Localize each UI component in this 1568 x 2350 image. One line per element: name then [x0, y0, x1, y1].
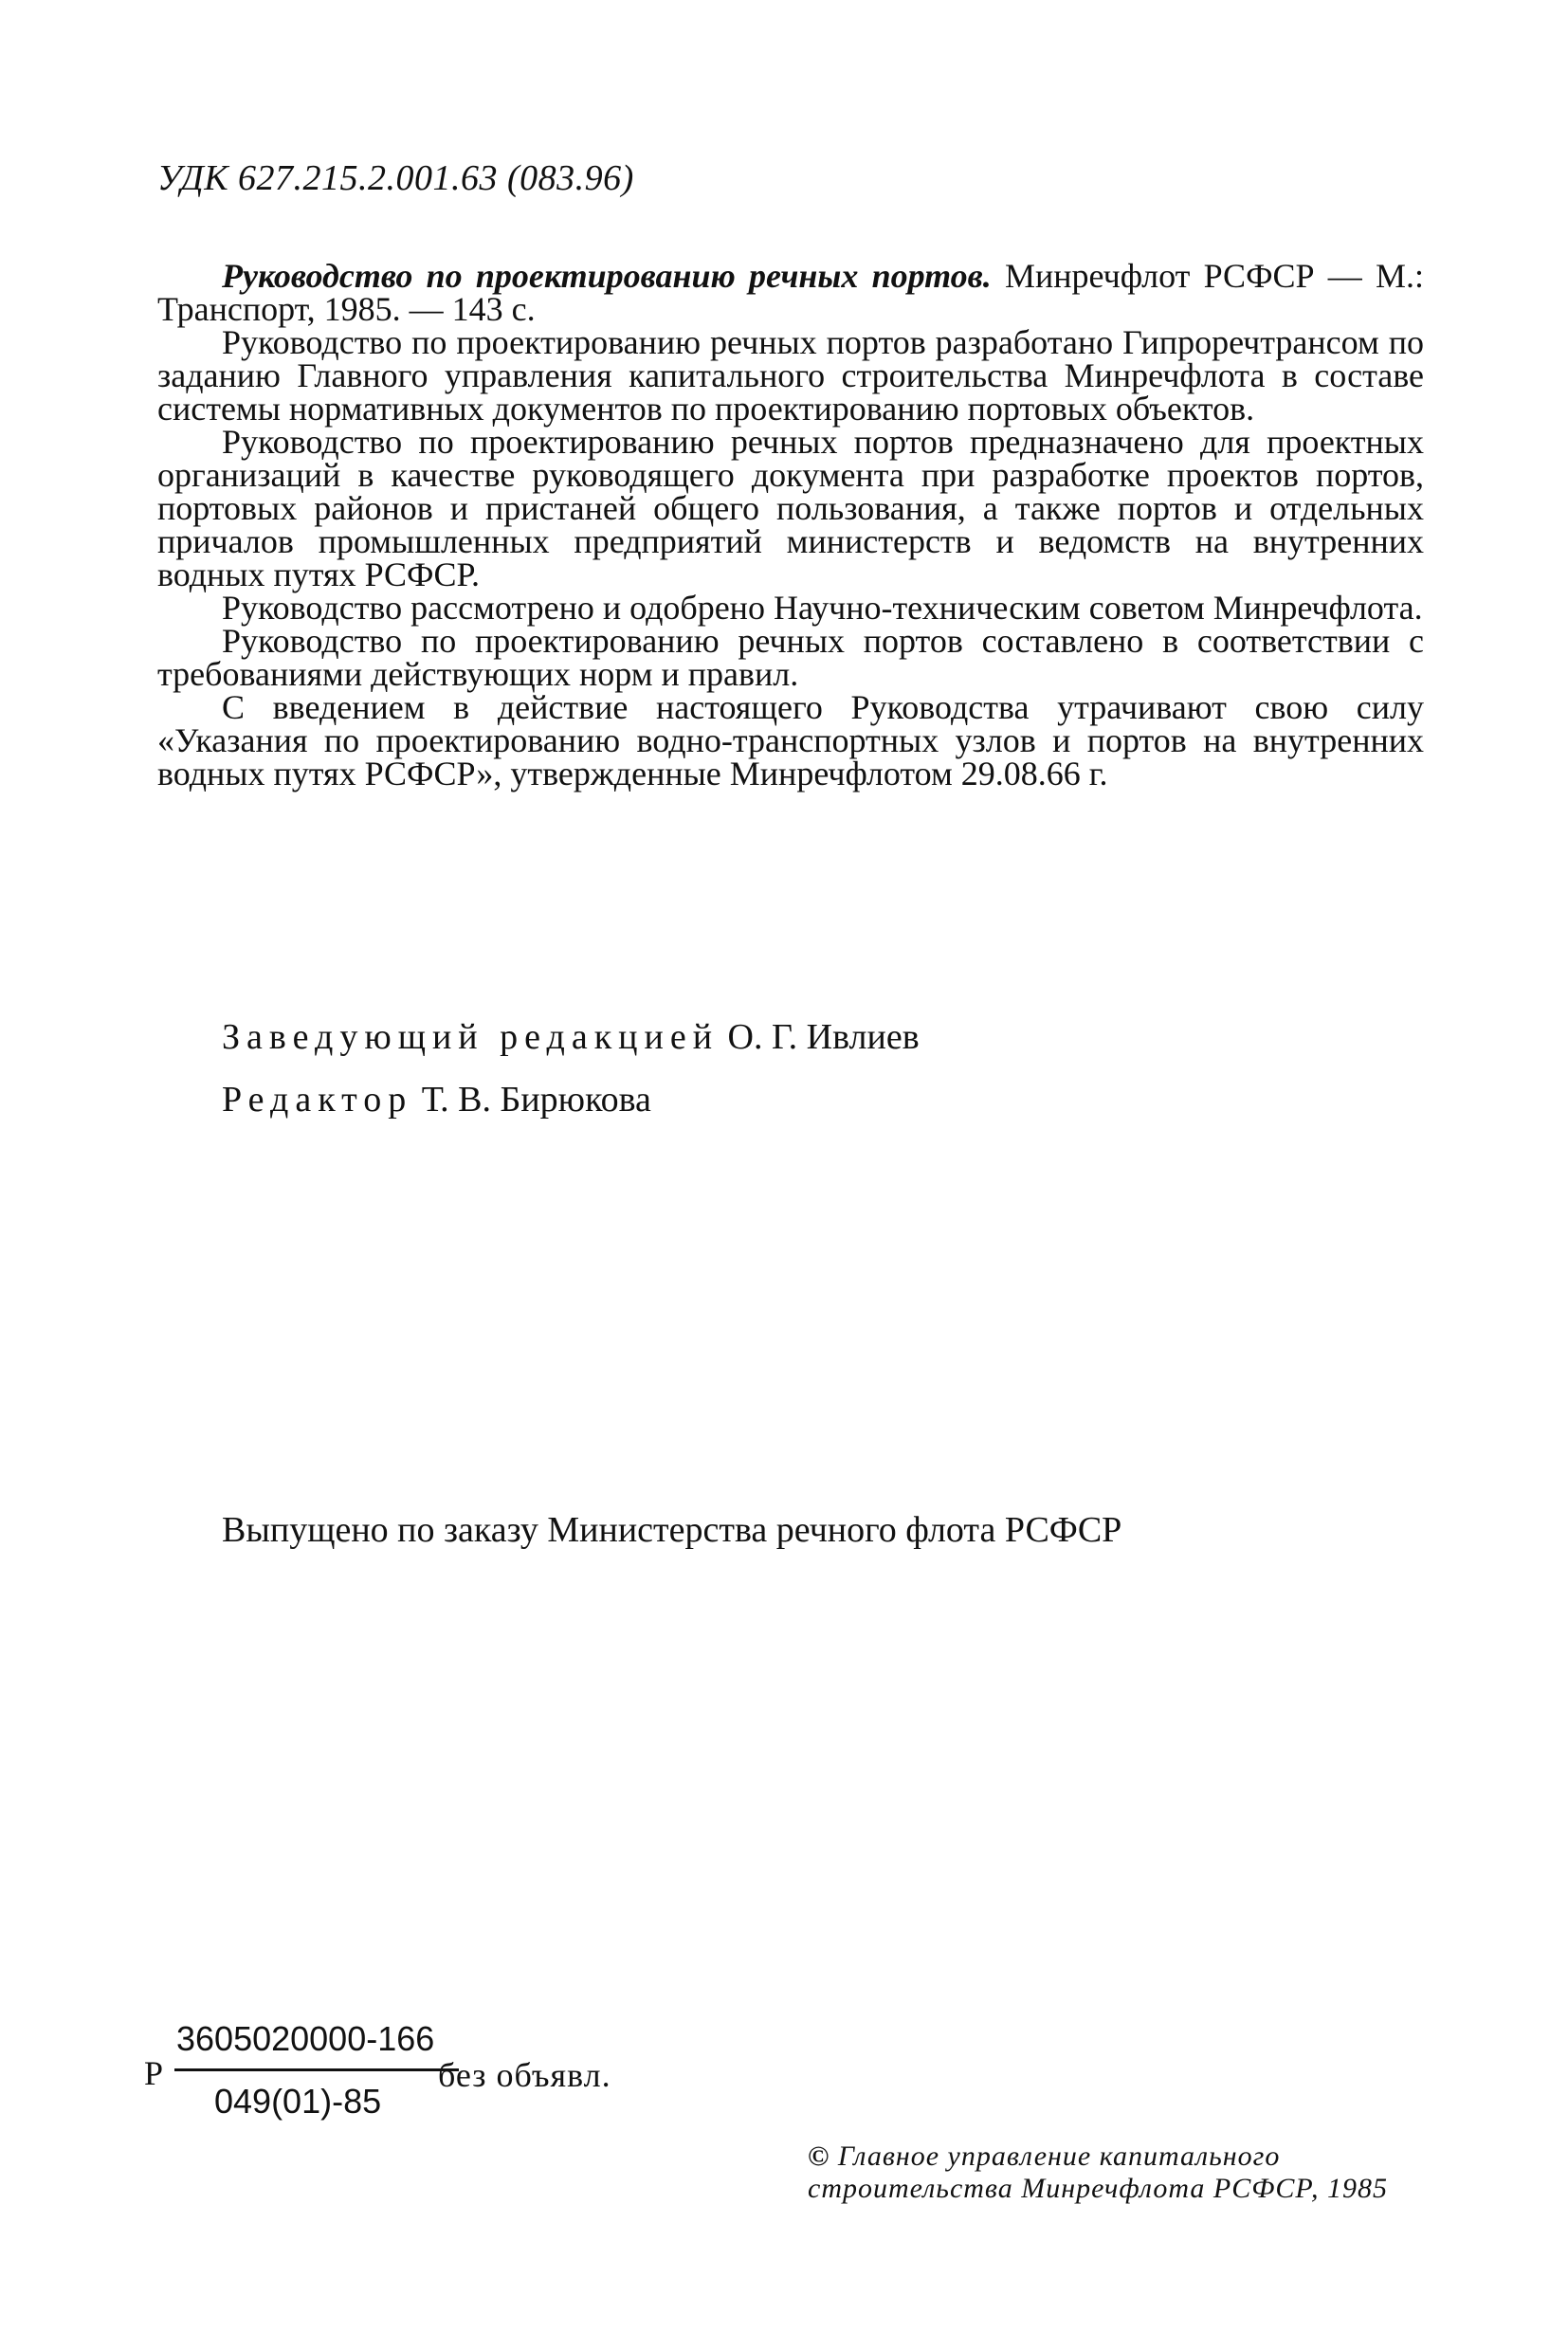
- copyright-notice: [808, 2141, 1433, 2205]
- editor: [222, 1079, 651, 1120]
- udk-code: УДК 627.215.2.001.63 (083.96): [157, 158, 634, 198]
- index-letter: Р: [144, 2054, 164, 2092]
- annotation-paragraph: Руководство по проектированию речных портов предназначено для проектных организаций в качестве руководящего документа при разработке проектов портов, портовых районов и пристаней общего пользования, а также портов и отдельных причалов промышленных предприятий министерств и ведомств на внутренних водных путях РСФСР.: [157, 423, 1424, 593]
- annotation-paragraph: С введением в действие настоящего Руководства утрачивают свою силу «Указания по проектированию водно-транспортных узлов и портов на внутренних водных путях РСФСР», утвержденные Минречфлотом 29.08.66 г.: [157, 688, 1424, 792]
- head-name: О. Г. Ивлиев: [727, 1017, 920, 1057]
- annotation-paragraph: Руководство по проектированию речных портов разработано Гипроречтрансом по заданию Главного управления капитального строительства Минречфлота в составе системы нормативных документов по проектированию портовых объектов.: [157, 323, 1424, 428]
- index-denominator: 049(01)-85: [214, 2082, 382, 2121]
- head-role: Заведующий редакцией: [222, 1017, 720, 1057]
- issued-note: Выпущено по заказу Министерства речного флота РСФСР: [222, 1510, 1122, 1550]
- copyright-symbol: ©: [808, 2141, 830, 2172]
- editor-name: Т. В. Бирюкова: [421, 1080, 651, 1120]
- index-numerator: 3605020000-166: [176, 2019, 435, 2058]
- annotation-paragraph: Руководство по проектированию речных портов составлено в соответствии с требованиями действующих норм и правил.: [157, 622, 1424, 693]
- publication-index: [144, 2019, 675, 2133]
- fraction-bar: [174, 2068, 459, 2071]
- imprint: Минречфлот РСФСР — М.: Транспорт, 1985. — 143 с.: [157, 257, 1424, 328]
- head-of-editorial: [222, 1016, 920, 1058]
- copyright-text: Главное управление капитального строительства Минречфлота РСФСР, 1985: [808, 2141, 1389, 2204]
- book-title: Руководство по проектированию речных портов.: [222, 257, 992, 295]
- annotation-paragraph: Руководство рассмотрено и одобрено Научно-техническим советом Минречфлота.: [222, 589, 1423, 627]
- bibliographic-entry: [157, 257, 1424, 328]
- no-announcement-note: без объявл.: [438, 2056, 611, 2094]
- editor-role: Редактор: [222, 1080, 413, 1120]
- annotation-block: [157, 257, 1424, 792]
